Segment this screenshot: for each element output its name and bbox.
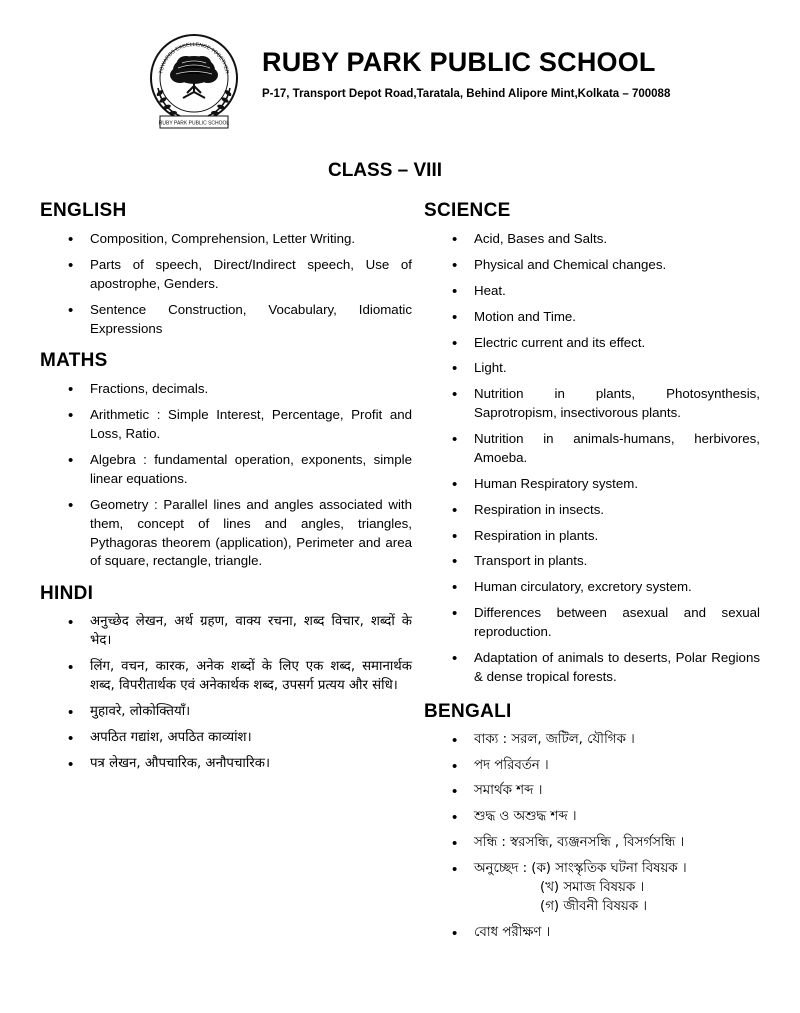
multiline-line: (গ) জীবনী বিষয়ক । xyxy=(540,898,648,914)
list-item: • Respiration in plants. xyxy=(448,527,760,546)
list-item: • Electric current and its effect. xyxy=(448,334,760,353)
list-item: • Differences between asexual and sexual reproduction. xyxy=(448,604,760,642)
list-item-multiline xyxy=(448,860,760,917)
list-item: • Fractions, decimals. xyxy=(64,380,412,399)
header-text-block xyxy=(248,28,670,100)
list-item: • Adaptation of animals to deserts, Polar Regions & dense tropical forests. xyxy=(448,649,760,687)
syllabus-columns xyxy=(40,200,760,950)
list-item: • সমার্থক শব্দ । xyxy=(448,782,760,801)
list-item: • Heat. xyxy=(448,282,760,301)
subject-heading-maths: MATHS xyxy=(40,350,108,372)
list-item: • Sentence Construction, Vocabulary, Idiomatic Expressions xyxy=(64,301,412,339)
list-item: • Arithmetic : Simple Interest, Percentage, Profit and Loss, Ratio. xyxy=(64,406,412,444)
class-title: CLASS – VIII xyxy=(327,160,443,181)
multiline-line: অনুচ্ছেদ : (ক) সাংস্কৃতিক ঘটনা বিষয়ক । xyxy=(474,861,687,876)
list-item: • সন্ধি : স্বরসন্ধি, ব্যঞ্জনসন্ধি , বিসর্গসন্ধি । xyxy=(448,834,760,853)
science-list xyxy=(424,230,760,687)
school-address: P-17, Transport Depot Road,Taratala, Behind Alipore Mint,Kolkata – 700088 xyxy=(262,87,671,100)
maths-list xyxy=(40,380,412,571)
list-item: • Physical and Chemical changes. xyxy=(448,256,760,275)
list-item: • Human circulatory, excretory system. xyxy=(448,578,760,597)
svg-text:TOWARDS EXCELLENCE TOGETHER: TOWARDS EXCELLENCE TOGETHER xyxy=(158,41,230,75)
list-item: • Parts of speech, Direct/Indirect speech, Use of apostrophe, Genders. xyxy=(64,256,412,294)
svg-text:RUBY PARK PUBLIC SCHOOL: RUBY PARK PUBLIC SCHOOL xyxy=(158,120,230,127)
list-item: • Algebra : fundamental operation, exponents, simple linear equations. xyxy=(64,451,412,489)
list-item: • শুদ্ধ ও অশুদ্ধ শব্দ । xyxy=(448,808,760,827)
list-item: • বোধ পরীক্ষণ । xyxy=(448,924,760,943)
right-column xyxy=(412,200,760,950)
left-column xyxy=(40,200,412,780)
list-item: • Light. xyxy=(448,359,760,378)
subject-heading-english: ENGLISH xyxy=(40,200,127,221)
subject-heading-bengali: BENGALI xyxy=(424,700,512,722)
list-item: • Nutrition in plants, Photosynthesis, Saprotropism, insectivorous plants. xyxy=(448,385,760,423)
multiline-line: (খ) সমাজ বিষয়ক । xyxy=(540,879,645,895)
list-item: • Composition, Comprehension, Letter Writing. xyxy=(64,230,412,249)
hindi-list xyxy=(40,613,412,773)
school-logo xyxy=(140,30,248,134)
subject-heading-hindi: HINDI xyxy=(40,583,94,605)
list-item: • পদ পরিবর্তন । xyxy=(448,757,760,776)
list-item: • Acid, Bases and Salts. xyxy=(448,230,760,249)
list-item: • Geometry : Parallel lines and angles associated with them, concept of lines and angles, triangles, Pythagoras theorem (application), Perimeter and area of square, rectangle, triangle. xyxy=(64,496,412,572)
list-item: • अपठित गद्यांश, अपठित काव्यांश। xyxy=(64,729,412,748)
list-item: • বাক্য : সরল, জটিল, যৌগিক । xyxy=(448,731,760,750)
list-item: • Transport in plants. xyxy=(448,552,760,571)
document-header xyxy=(40,28,760,134)
bengali-list xyxy=(424,731,760,943)
list-item: • अनुच्छेद लेखन, अर्थ ग्रहण, वाक्य रचना, शब्द विचार, शब्दों के भेद। xyxy=(64,613,412,651)
list-item: • लिंग, वचन, कारक, अनेक शब्दों के लिए एक शब्द, समानार्थक शब्द, विपरीतार्थक एवं अनेकार्थक शब्द, उपसर्ग प्रत्यय और संधि। xyxy=(64,658,412,696)
subject-heading-science: SCIENCE xyxy=(424,200,511,221)
list-item: • Nutrition in animals-humans, herbivores, Amoeba. xyxy=(448,430,760,468)
english-list xyxy=(40,230,412,338)
list-item: • मुहावरे, लोकोक्तियाँ। xyxy=(64,703,412,722)
list-item: • पत्र लेखन, औपचारिक, अनौपचारिक। xyxy=(64,755,412,774)
list-item: • Motion and Time. xyxy=(448,308,760,327)
school-name: RUBY PARK PUBLIC SCHOOL xyxy=(262,47,656,77)
list-item: • Respiration in insects. xyxy=(448,501,760,520)
list-item: • Human Respiratory system. xyxy=(448,475,760,494)
